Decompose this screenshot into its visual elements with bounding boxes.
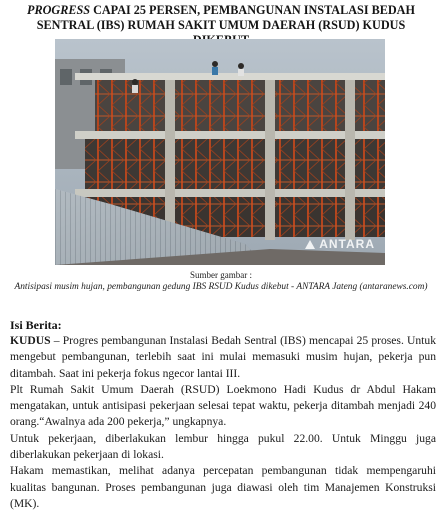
dateline: KUDUS xyxy=(10,334,51,347)
paragraph-4: Hakam memastikan, melihat adanya percepatan pembangunan tidak mempengaruhi kualitas bangunan. Proses pembangunan juga diawasi oleh tim Manajemen Konstruksi (MK). xyxy=(10,464,436,510)
paragraph-1-text: – Progres pembangunan Instalasi Bedah Sentral (IBS) mencapai 25 proses. Untuk mengebut pembangunan, terlebih saat ini mulai memasuki musim hujan, pekerja pun ditambah. Saat ini pekerja fokus ngecor lantai III. xyxy=(10,334,436,380)
image-source-label: Sumber gambar : xyxy=(190,270,252,280)
headline-italic-lead: PROGRESS xyxy=(27,3,91,17)
watermark-text: ANTARA xyxy=(319,237,375,251)
headline-rest: CAPAI 25 PERSEN, PEMBANGUNAN INSTALASI BEDAH SENTRAL (IBS) RUMAH SAKIT UMUM DAERAH (RSUD) KUDUS xyxy=(36,3,415,32)
paragraph-1 xyxy=(10,333,436,382)
construction-photo xyxy=(55,39,385,265)
antara-logo-icon xyxy=(305,240,315,249)
article-body xyxy=(10,333,436,512)
section-title: Isi Berita: xyxy=(10,318,62,332)
antara-watermark xyxy=(305,237,375,251)
paragraph-3: Untuk pekerjaan, diberlakukan lembur hingga pukul 22.00. Untuk Minggu juga diberlakukan pekerjaan di lokasi. xyxy=(10,431,436,462)
image-caption: Antisipasi musim hujan, pembangunan gedung IBS RSUD Kudus dikebut - ANTARA Jateng (antaranews.com) xyxy=(14,282,428,292)
paragraph-2: Plt Rumah Sakit Umum Daerah (RSUD) Loekmono Hadi Kudus dr Abdul Hakam mengatakan, untuk antisipasi pekerjaan selesai tepat waktu, pekerja ditambah menjadi 240 orang.“Awalnya ada 200 pekerja,” ungkapnya. xyxy=(10,382,436,429)
construction-site-illustration xyxy=(55,39,385,265)
